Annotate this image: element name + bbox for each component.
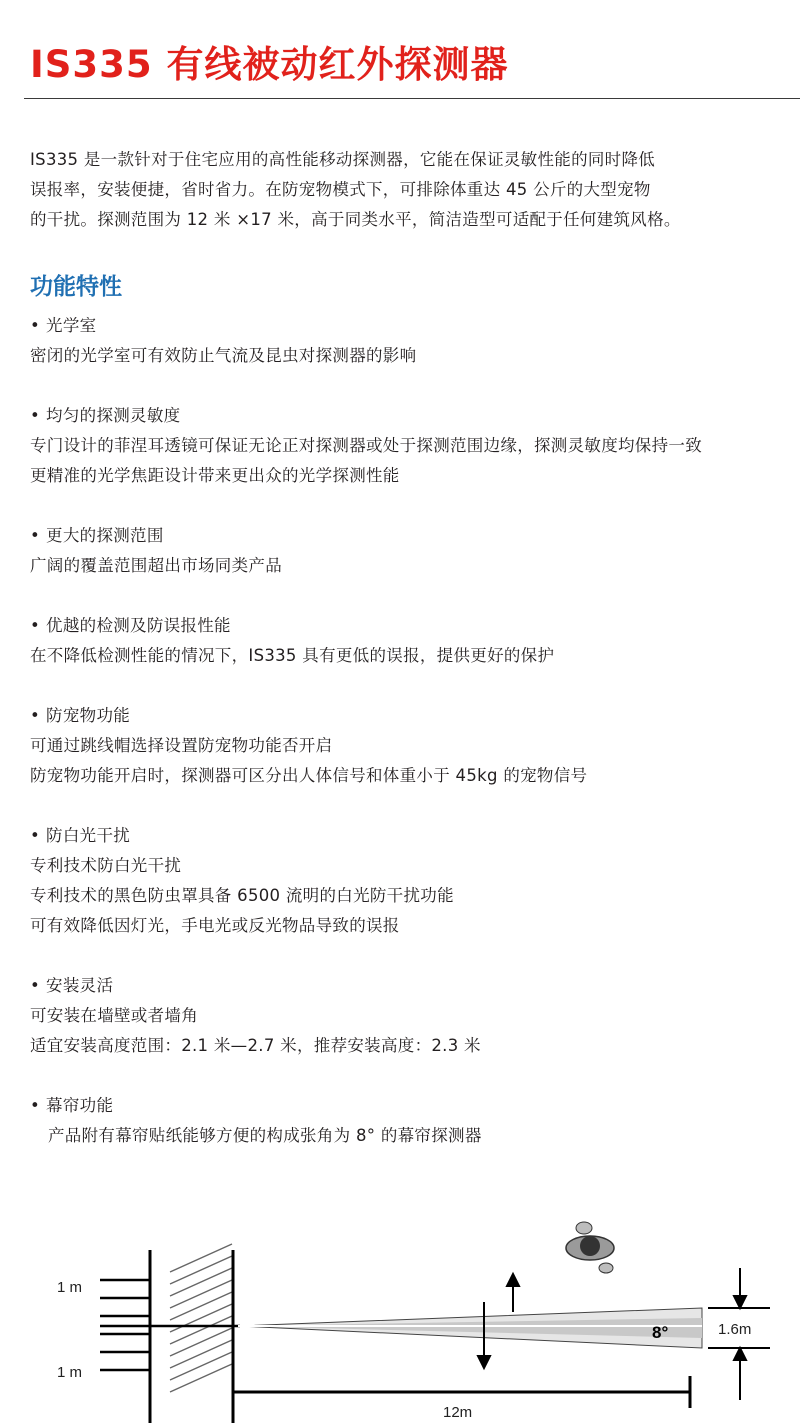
- feature-text: 可有效降低因灯光，手电光或反光物品导致的误报: [30, 916, 400, 935]
- feature-detection-performance: [30, 611, 795, 671]
- angle-label: 8°: [652, 1323, 669, 1342]
- feature-text: 适宜安装高度范围：2.1 米—2.7 米，推荐安装高度：2.3 米: [30, 1036, 481, 1055]
- feature-uniform-sensitivity: [30, 401, 795, 491]
- intro-line: 的干扰。探测范围为 12 米 ×17 米，高于同类水平，简洁造型可适配于任何建筑风格。: [30, 210, 681, 229]
- feature-text: 专利技术的黑色防虫罩具备 6500 流明的白光防干扰功能: [30, 886, 454, 905]
- feature-text: 可安装在墙壁或者墙角: [30, 1006, 198, 1025]
- feature-curtain: [30, 1091, 795, 1151]
- distance-label: 12m: [443, 1404, 473, 1421]
- feature-text: 专门设计的菲涅耳透镜可保证无论正对探测器或处于探测范围边缘，探测灵敏度均保持一致: [30, 436, 702, 455]
- feature-flexible-installation: [30, 971, 795, 1061]
- page-title: IS335 有线被动红外探测器: [30, 43, 509, 86]
- feature-pet-immunity: [30, 701, 795, 791]
- top-meter-label: 1 m: [57, 1279, 83, 1296]
- intro-line: 误报率，安装便捷，省时省力。在防宠物模式下，可排除体重达 45 公斤的大型宠物: [30, 180, 651, 199]
- mounting-hatch: [170, 1244, 232, 1392]
- feature-title: • 幕帘功能: [30, 1091, 795, 1121]
- feature-title: • 安装灵活: [30, 971, 795, 1001]
- feature-text: 防宠物功能开启时，探测器可区分出人体信号和体重小于 45kg 的宠物信号: [30, 766, 588, 785]
- title-divider: [24, 98, 800, 99]
- feature-text: 更精准的光学焦距设计带来更出众的光学探测性能: [30, 466, 400, 485]
- feature-title: • 更大的探测范围: [30, 521, 795, 551]
- up-arrow-icon: [507, 1274, 519, 1312]
- feature-text: 产品附有幕帘贴纸能够方便的构成张角为 8° 的幕帘探测器: [48, 1126, 482, 1145]
- feature-white-light-immunity: [30, 821, 795, 941]
- feature-optical-chamber: [30, 311, 795, 371]
- feature-text: 专利技术防白光干扰: [30, 856, 182, 875]
- feature-title: • 优越的检测及防误报性能: [30, 611, 795, 641]
- features-list: [30, 311, 795, 1151]
- person-icon: [566, 1222, 614, 1273]
- feature-title: • 均匀的探测灵敏度: [30, 401, 795, 431]
- intro-line: IS335 是一款针对于住宅应用的高性能移动探测器，它能在保证灵敏性能的同时降低: [30, 150, 656, 169]
- curtain-coverage-diagram: [0, 1210, 800, 1423]
- feature-larger-range: [30, 521, 795, 581]
- intro-paragraph: [30, 145, 790, 235]
- width-label: 1.6m: [718, 1321, 752, 1338]
- width-arrow-up-icon: [734, 1348, 746, 1400]
- feature-text: 密闭的光学室可有效防止气流及昆虫对探测器的影响: [30, 346, 417, 365]
- feature-text: 在不降低检测性能的情况下，IS335 具有更低的误报，提供更好的保护: [30, 646, 555, 665]
- feature-title: • 光学室: [30, 311, 795, 341]
- features-heading: 功能特性: [30, 274, 122, 300]
- feature-text: 可通过跳线帽选择设置防宠物功能否开启: [30, 736, 333, 755]
- bottom-meter-label: 1 m: [57, 1364, 83, 1381]
- feature-title: • 防白光干扰: [30, 821, 795, 851]
- width-arrow-down-icon: [734, 1268, 746, 1308]
- feature-text: 广阔的覆盖范围超出市场同类产品: [30, 556, 282, 575]
- feature-title: • 防宠物功能: [30, 701, 795, 731]
